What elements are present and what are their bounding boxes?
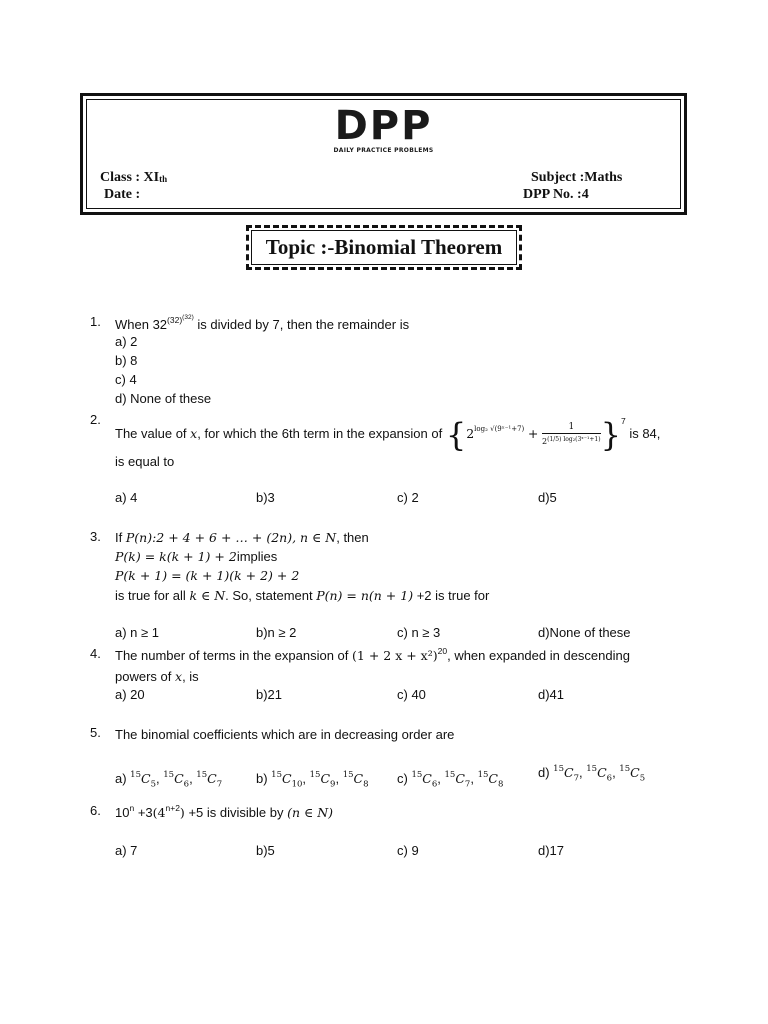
q5-option-c: c) $^{15}C_6$, $^{15}C_7$, $^{15}C_8$ (397, 770, 504, 790)
q4-line1 (115, 646, 630, 665)
question-1-text (115, 315, 409, 334)
question-4-number: 4. (90, 646, 101, 661)
q3-line3 (115, 566, 299, 585)
q3-option-b: b)n ≥ 2 (256, 625, 297, 640)
topic-box (246, 225, 522, 270)
q2-option-b: b)3 (256, 490, 275, 505)
q4-expr: (1 + 2 x + x²) (352, 648, 438, 663)
q1-exp1: (32) (167, 315, 183, 325)
q4-line2-var: x (175, 669, 183, 684)
q6-text (115, 803, 333, 822)
q5-option-b: b) $^{15}C_{10}$, $^{15}C_9$, $^{15}C_8$ (256, 770, 369, 790)
q1-lead: When 32 (115, 317, 168, 332)
dpp-logo-subtitle: DAILY PRACTICE PROBLEMS (333, 147, 434, 154)
binomial-coefficient: $^{15}C_7$ (444, 770, 471, 790)
q1-option-d: d) None of these (115, 391, 212, 406)
question-5-number: 5. (90, 725, 101, 740)
q2-var: x (190, 426, 198, 441)
q2-base: 2 (466, 426, 475, 441)
q1-option-b: b) 8 (115, 353, 138, 368)
q5-option-label: a) (115, 771, 131, 786)
q2-frac-den-exp: (1/5) log₂(3ˣ⁻¹+1) (547, 436, 601, 444)
q4-line2-a: powers of (115, 669, 172, 684)
q4-power: 20 (437, 646, 448, 656)
q2-frac-den (542, 434, 601, 448)
binomial-coefficient: $^{15}C_7$ (553, 764, 579, 784)
q1-option-a: a) 2 (115, 334, 138, 349)
q4-lead: The number of terms in the expansion of (115, 648, 349, 663)
binomial-coefficient: $^{15}C_7$ (196, 770, 223, 790)
q2-plus: + (527, 426, 539, 441)
class-text: Class : XI (100, 170, 160, 185)
q3-line2 (115, 547, 277, 566)
date-label: Date : (104, 187, 141, 202)
q4-option-b: b)21 (256, 687, 283, 702)
q3-line3-math: P(k + 1) = (k + 1)(k + 2) + 2 (115, 568, 300, 583)
binomial-coefficient: $^{15}C_6$ (411, 770, 438, 790)
subject-label: Subject :Maths (531, 170, 623, 185)
q6-a: 10 (115, 805, 130, 820)
q2-fraction (542, 421, 601, 448)
q2-frac-num: 1 (542, 421, 601, 434)
q4-line2 (115, 667, 199, 686)
dpp-logo: DPP (334, 103, 433, 149)
q3-line2-math: P(k) = k(k + 1) + 2 (115, 549, 237, 564)
q5-option-label: d) (538, 765, 554, 780)
q1-exp2: (32) (182, 314, 194, 321)
q5-option-d: d) $^{15}C_7$, $^{15}C_6$, $^{15}C_5$ (538, 764, 646, 784)
q6-option-c: c) 9 (397, 843, 419, 858)
question-1-number: 1. (90, 314, 101, 329)
q6-c: (4 (152, 805, 166, 820)
q4-option-a: a) 20 (115, 687, 145, 702)
q2-option-a: a) 4 (115, 490, 138, 505)
q3-line4 (115, 586, 489, 605)
q2-left-brace: { (445, 416, 467, 454)
q6-c-exp: n+2 (165, 803, 180, 813)
q2-option-c: c) 2 (397, 490, 419, 505)
binomial-coefficient: $^{15}C_9$ (309, 770, 336, 790)
q5-option-label: b) (256, 771, 272, 786)
q1-tail: is divided by 7, then the remainder is (197, 317, 410, 332)
q2-frac-den-base: 2 (542, 437, 548, 447)
binomial-coefficient: $^{15}C_8$ (342, 770, 369, 790)
q2-tail: is 84, (629, 426, 661, 441)
q4-tail: , when expanded in descending (447, 648, 630, 663)
q4-line2-b: , is (182, 669, 199, 684)
q5-option-label: c) (397, 771, 412, 786)
q3-option-c: c) n ≥ 3 (397, 625, 441, 640)
q6-b: +3 (137, 805, 153, 820)
q3-option-a: a) n ≥ 1 (115, 625, 159, 640)
question-2-number: 2. (90, 412, 101, 427)
q2-option-d: d)5 (538, 490, 557, 505)
topic-title: Topic :-Binomial Theorem (251, 230, 517, 265)
q6-option-b: b)5 (256, 843, 275, 858)
q3-line4-math2: P(n) = n(n + 1) (316, 588, 414, 603)
q6-option-a: a) 7 (115, 843, 138, 858)
q2-right-brace: } (600, 416, 621, 454)
q2-exponent: log₂ √(9ˣ⁻¹+7) (474, 425, 525, 433)
q2-power: 7 (620, 416, 626, 426)
q6-d: ) (179, 805, 185, 820)
q3-line1-math: P(n):2 + 4 + 6 + … + (2n), n ∈ N (125, 530, 337, 545)
q3-line1 (115, 528, 369, 547)
q5-text: The binomial coefficients which are in decreasing order are (115, 727, 455, 742)
q3-line1-b: , then (336, 530, 369, 545)
q1-option-c: c) 4 (115, 372, 137, 387)
q3-line4-c: +2 is true for (416, 588, 490, 603)
binomial-coefficient: $^{15}C_8$ (477, 770, 504, 790)
q3-line4-b: . So, statement (225, 588, 313, 603)
question-3-number: 3. (90, 529, 101, 544)
header-inner-border (86, 99, 681, 209)
q6-a-exp: n (129, 803, 135, 813)
q3-line1-a: If (115, 530, 123, 545)
binomial-coefficient: $^{15}C_5$ (619, 764, 646, 784)
q4-option-d: d)41 (538, 687, 565, 702)
q6-e: +5 is divisible by (188, 805, 284, 820)
binomial-coefficient: $^{15}C_6$ (163, 770, 190, 790)
q3-line4-math: k ∈ N (189, 588, 226, 603)
header-box (80, 93, 687, 215)
binomial-coefficient: $^{15}C_6$ (586, 764, 613, 784)
binomial-coefficient: $^{15}C_{10}$ (271, 770, 303, 790)
question-2-text (115, 416, 661, 454)
q2-line2: is equal to (115, 454, 175, 469)
q1-exponent (167, 315, 194, 325)
q3-line2-b: implies (236, 549, 278, 564)
q6-f: (n ∈ N) (287, 805, 334, 820)
q3-option-d: d)None of these (538, 625, 631, 640)
dpp-number-label: DPP No. :4 (523, 187, 589, 202)
class-suffix: th (159, 174, 168, 184)
binomial-coefficient: $^{15}C_5$ (130, 770, 156, 790)
q4-option-c: c) 40 (397, 687, 426, 702)
q5-option-a: a) $^{15}C_5$, $^{15}C_6$, $^{15}C_7$ (115, 770, 223, 790)
q6-option-d: d)17 (538, 843, 565, 858)
q3-line4-a: is true for all (115, 588, 186, 603)
q2-mid: , for which the 6th term in the expansion of (197, 426, 443, 441)
question-6-number: 6. (90, 803, 101, 818)
q2-lead: The value of (115, 426, 187, 441)
